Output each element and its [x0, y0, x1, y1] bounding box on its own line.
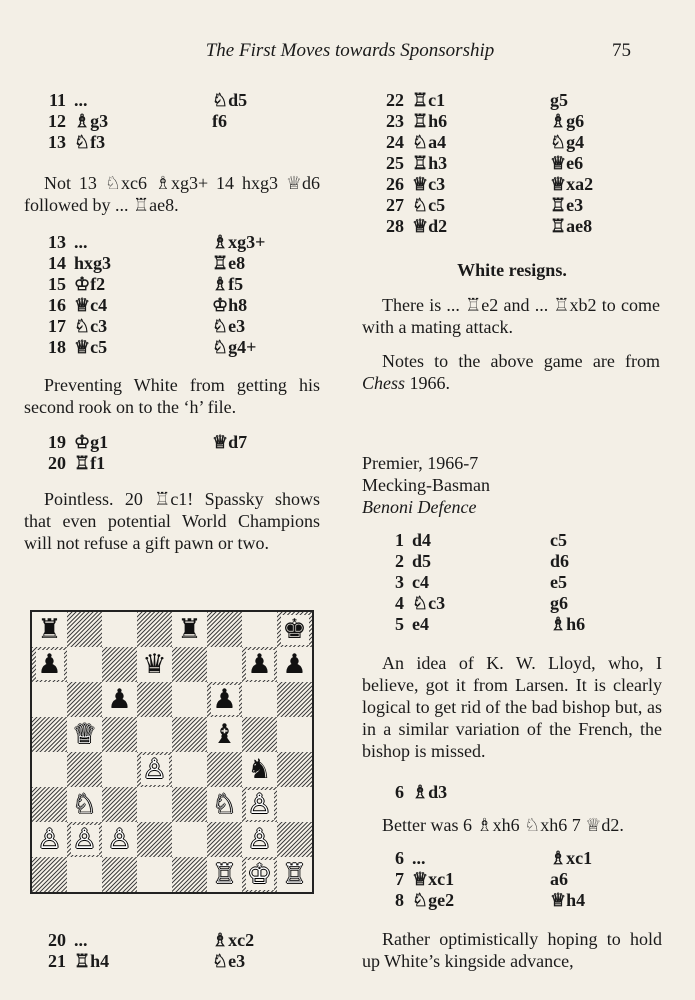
board-square [277, 647, 312, 682]
annotation-paragraph: Preventing White from getting his second rook on to the ‘h’ file. [24, 375, 320, 417]
move-number: 28 [386, 216, 404, 236]
black-move: ♘g4+ [212, 337, 257, 357]
board-square [137, 612, 172, 647]
white-move: ♘f3 [74, 132, 106, 152]
annotation-paragraph: Pointless. 20 ♖c1! Spassky shows that even potential World Champions will not refuse a gift pawn or two. [24, 489, 320, 553]
annotation-paragraph: Not 13 ♘xc6 ♗xg3+ 14 hxg3 ♕d6 followed by ... ♖ae8. [24, 173, 320, 215]
black-move: ♗xc1 [550, 848, 593, 868]
black-move: ♖e3 [550, 195, 584, 215]
white-move: ♕c3 [412, 174, 446, 194]
board-square [137, 647, 172, 682]
white-move: ♕c5 [74, 337, 108, 357]
board-square [137, 682, 172, 717]
board-square [32, 612, 67, 647]
black-move: ♕d7 [212, 432, 248, 452]
board-square [172, 647, 207, 682]
board-square [242, 682, 277, 717]
annotation-paragraph: Better was 6 ♗xh6 ♘xh6 7 ♕d2. [382, 815, 624, 835]
black-move: g6 [550, 593, 568, 613]
white-move: e4 [412, 614, 429, 634]
white-move: c4 [412, 572, 429, 592]
white-move: ♕xc1 [412, 869, 455, 889]
board-square [172, 857, 207, 892]
chess-piece: ♖ [282, 859, 307, 890]
board-square [207, 787, 242, 822]
board-square [137, 717, 172, 752]
black-move: e5 [550, 572, 567, 592]
move-number: 14 [48, 253, 66, 273]
board-square [137, 787, 172, 822]
board-square [32, 787, 67, 822]
chess-diagram [30, 610, 314, 894]
board-square [207, 647, 242, 682]
board-square [207, 822, 242, 857]
move-number: 4 [395, 593, 404, 613]
move-number: 17 [48, 316, 66, 336]
board-square [67, 612, 102, 647]
board-square [242, 717, 277, 752]
chess-piece: ♙ [247, 789, 272, 820]
opening-name: Benoni Defence [362, 497, 477, 517]
board-square [277, 787, 312, 822]
white-move: ♖h4 [74, 951, 110, 971]
board-square [172, 787, 207, 822]
black-move: ♗g6 [550, 111, 585, 131]
board-square [207, 857, 242, 892]
board-square [242, 752, 277, 787]
chess-piece: ♘ [72, 789, 97, 820]
move-number: 27 [386, 195, 404, 215]
chess-piece: ♙ [247, 824, 272, 855]
move-number: 20 [48, 453, 66, 473]
chess-piece: ♟ [247, 649, 272, 680]
board-square [172, 717, 207, 752]
chess-piece: ♜ [177, 614, 202, 645]
white-move: ♘a4 [412, 132, 447, 152]
chess-piece: ♟ [212, 684, 237, 715]
board-square [242, 822, 277, 857]
move-number: 13 [48, 132, 66, 152]
move-number: 15 [48, 274, 66, 294]
board-square [137, 822, 172, 857]
chess-piece: ♞ [247, 754, 272, 785]
chess-piece: ♖ [212, 859, 237, 890]
black-move: g5 [550, 90, 568, 110]
board-square [32, 682, 67, 717]
white-move: ♔g1 [74, 432, 109, 452]
move-number: 23 [386, 111, 404, 131]
chess-piece: ♚ [282, 614, 307, 645]
chess-piece: ♟ [282, 649, 307, 680]
board-square [67, 717, 102, 752]
white-move: ♘c5 [412, 195, 446, 215]
board-square [172, 822, 207, 857]
black-move: ♖ae8 [550, 216, 593, 236]
black-move: a6 [550, 869, 568, 889]
board-square [277, 612, 312, 647]
chess-piece: ♟ [37, 649, 62, 680]
move-number: 6 [395, 848, 404, 868]
board-square [67, 647, 102, 682]
white-move: ♖h6 [412, 111, 448, 131]
chess-piece: ♟ [107, 684, 132, 715]
board-square [207, 717, 242, 752]
black-move: ♘e3 [212, 316, 246, 336]
white-move: ♕d2 [412, 216, 448, 236]
move-number: 11 [48, 90, 66, 110]
white-move: ♘c3 [74, 316, 108, 336]
annotation-paragraph: An idea of K. W. Lloyd, who, I believe, got it from Larsen. It is clearly logical to get rid of the bad bishop but, as in a similar variation of the French, the bishop is missed. [362, 653, 662, 761]
move-number: 13 [48, 232, 66, 252]
white-move: ♖h3 [412, 153, 448, 173]
move-number: 2 [395, 551, 404, 571]
white-move: ... [74, 930, 88, 950]
board-square [67, 787, 102, 822]
white-move: ♖f1 [74, 453, 106, 473]
move-number: 7 [395, 869, 404, 889]
black-move: ♗h6 [550, 614, 586, 634]
black-move: f6 [212, 111, 227, 131]
move-number: 18 [48, 337, 66, 357]
running-header: The First Moves towards Sponsorship [205, 40, 495, 61]
board-square [207, 752, 242, 787]
board-square [277, 752, 312, 787]
board-square [242, 647, 277, 682]
board-square [102, 752, 137, 787]
move-number: 22 [386, 90, 404, 110]
annotation-paragraph: There is ... ♖e2 and ... ♖xb2 to come with a mating attack. [362, 295, 660, 337]
chess-piece: ♙ [142, 754, 167, 785]
move-number: 12 [48, 111, 66, 131]
black-move: ♘e3 [212, 951, 246, 971]
move-number: 16 [48, 295, 66, 315]
board-square [102, 682, 137, 717]
board-square [102, 647, 137, 682]
black-move: ♗f5 [212, 274, 244, 294]
board-square [207, 682, 242, 717]
move-number: 3 [395, 572, 404, 592]
white-move: hxg3 [74, 253, 112, 273]
board-square [67, 857, 102, 892]
board-square [137, 857, 172, 892]
board-square [207, 612, 242, 647]
board-square [277, 717, 312, 752]
move-number: 5 [395, 614, 404, 634]
move-number: 1 [395, 530, 404, 550]
white-move: ♕c4 [74, 295, 108, 315]
chess-piece: ♛ [142, 649, 167, 680]
board-square [242, 612, 277, 647]
black-move: d6 [550, 551, 570, 571]
board-square [172, 682, 207, 717]
board-square [32, 822, 67, 857]
white-move: ... [74, 232, 88, 252]
board-square [172, 752, 207, 787]
black-move: ♗xg3+ [212, 232, 266, 252]
board-square [102, 787, 137, 822]
chess-piece: ♘ [212, 789, 237, 820]
white-move: ♗g3 [74, 111, 109, 131]
board-square [32, 647, 67, 682]
chess-piece: ♙ [107, 824, 132, 855]
move-number: 26 [386, 174, 404, 194]
white-move: ♘ge2 [412, 890, 455, 910]
chess-piece: ♔ [247, 859, 272, 890]
move-number: 21 [48, 951, 66, 971]
board-square [67, 822, 102, 857]
black-move: ♕h4 [550, 890, 586, 910]
board-square [67, 682, 102, 717]
black-move: ♕xa2 [550, 174, 594, 194]
board-square [32, 752, 67, 787]
black-move: ♗xc2 [212, 930, 255, 950]
move-number: 24 [386, 132, 404, 152]
move-number: 20 [48, 930, 66, 950]
event-name: Premier, 1966-7 [362, 453, 479, 473]
board-square [242, 787, 277, 822]
black-move: ♔h8 [212, 295, 248, 315]
board-square [137, 752, 172, 787]
board-square [102, 612, 137, 647]
black-move: ♘d5 [212, 90, 248, 110]
chess-piece: ♜ [37, 614, 62, 645]
board-square [102, 857, 137, 892]
white-move: d4 [412, 530, 432, 550]
white-move: d5 [412, 551, 432, 571]
board-square [277, 857, 312, 892]
chess-piece: ♙ [37, 824, 62, 855]
move-number: 19 [48, 432, 66, 452]
players: Mecking-Basman [362, 475, 490, 495]
white-move: ... [412, 848, 426, 868]
board-square [32, 857, 67, 892]
page-number: 75 [612, 40, 631, 61]
board-square [102, 822, 137, 857]
board-square [242, 857, 277, 892]
game-result: White resigns. [457, 260, 567, 280]
white-move: ♘c3 [412, 593, 446, 613]
board-square [67, 752, 102, 787]
game-heading [362, 452, 660, 518]
move-number: 8 [395, 890, 404, 910]
chess-piece: ♝ [212, 719, 237, 750]
white-move: ♖c1 [412, 90, 446, 110]
board-square [277, 822, 312, 857]
move-number: 6 [395, 782, 404, 802]
chess-piece: ♙ [72, 824, 97, 855]
annotation-paragraph: Rather optimistically hoping to hold up White’s kingside advance, [362, 929, 662, 971]
black-move: ♘g4 [550, 132, 585, 152]
white-move: ... [74, 90, 88, 110]
board-square [172, 612, 207, 647]
board-square [32, 717, 67, 752]
board-square [102, 717, 137, 752]
chess-piece: ♕ [72, 719, 97, 750]
black-move: ♖e8 [212, 253, 246, 273]
black-move: c5 [550, 530, 567, 550]
board-square [277, 682, 312, 717]
black-move: ♕e6 [550, 153, 584, 173]
move-number: 25 [386, 153, 404, 173]
annotation-paragraph: Notes to the above game are from Chess 1966. [362, 351, 660, 393]
white-move: ♔f2 [74, 274, 106, 294]
white-move: ♗d3 [412, 782, 448, 802]
